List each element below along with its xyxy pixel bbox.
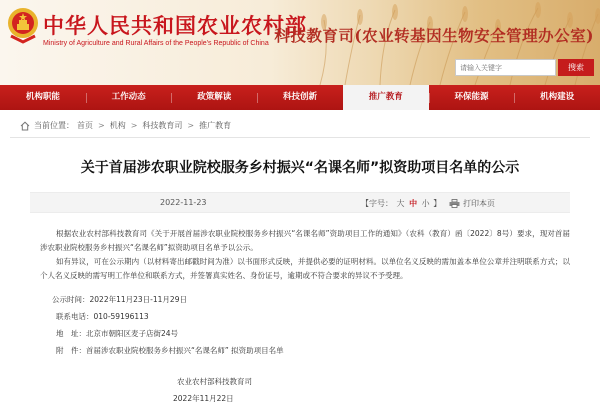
national-emblem-icon <box>7 6 39 44</box>
notice-period <box>52 294 187 305</box>
printer-icon <box>449 199 460 208</box>
font-size-large[interactable]: 大 <box>396 199 405 208</box>
breadcrumb-department[interactable]: 科技教育司 <box>142 121 183 130</box>
address-value: 北京市朝阳区麦子店街24号 <box>86 329 179 338</box>
ministry-name-cn: 中华人民共和国农业农村部 <box>43 13 307 38</box>
notice-period-label: 公示时间： <box>52 295 90 304</box>
signature-org: 农业农村部科技教育司 <box>177 377 252 386</box>
site-header <box>0 0 600 85</box>
attachment <box>56 345 284 356</box>
breadcrumb-home[interactable]: 首页 <box>77 121 93 130</box>
home-icon <box>20 121 30 131</box>
breadcrumb-prefix: 当前位置： <box>34 121 74 130</box>
font-size-close: 】 <box>433 199 442 208</box>
address <box>56 328 178 339</box>
notice-period-value: 2022年11月23日-11月29日 <box>89 295 187 304</box>
publish-date: 2022-11-23 <box>160 198 207 207</box>
article-paragraph: 根据农业农村部科技教育司《关于开展首届涉农职业院校服务乡村振兴“名课名师”资助项目工作的通知》（农科（教育）函〔2022〕8号）要求，现对首届涉农职业院校服务乡村振兴“名课名师”拟资助项目名单予以公示。 <box>40 229 570 252</box>
article-paragraph: 如有异议，可在公示期内（以材料寄出邮戳时间为准）以书面形式反映，并提供必要的证明材料。以单位名义反映的需加盖本单位公章并注明联系方式；以个人名义反映的需写明工作单位和联系方式，并签署真实姓名、身份证号，逾期或不符合要求的异议不予受理。 <box>40 257 570 280</box>
font-size-label: 【字号： <box>361 199 393 208</box>
contact-phone-label: 联系电话： <box>56 312 94 321</box>
nav-item-institution-building[interactable]: 机构建设 <box>514 85 600 110</box>
signature-date: 2022年11月22日 <box>173 394 234 403</box>
article-title: 关于首届涉农职业院校服务乡村振兴“名课名师”拟资助项目名单的公示 <box>80 160 520 176</box>
attachment-link[interactable]: 首届涉农职业院校服务乡村振兴“名课名师” 拟资助项目名单 <box>86 346 284 355</box>
breadcrumb <box>20 120 231 131</box>
search-input[interactable] <box>455 59 556 76</box>
nav-item-environment-energy[interactable]: 环保能源 <box>429 85 515 110</box>
breadcrumb-institution[interactable]: 机构 <box>109 121 126 130</box>
breadcrumb-separator: > <box>98 121 105 130</box>
main-nav <box>0 85 600 110</box>
breadcrumb-current[interactable]: 推广教育 <box>199 121 232 130</box>
article-body <box>40 227 570 283</box>
article-meta-bar <box>30 192 570 213</box>
print-label: 打印本页 <box>463 199 495 208</box>
font-size-control <box>361 198 441 209</box>
attachment-label: 附 件： <box>56 346 86 355</box>
breadcrumb-separator: > <box>130 121 138 130</box>
nav-item-institution-functions[interactable]: 机构职能 <box>25 92 60 102</box>
department-name: 科技教育司(农业转基因生物安全管理办公室) <box>274 26 594 45</box>
nav-item-policy-interpretation[interactable]: 政策解读 <box>171 85 257 110</box>
breadcrumb-separator: > <box>187 121 195 130</box>
font-size-small[interactable]: 小 <box>421 199 430 208</box>
search-button[interactable]: 搜索 <box>558 59 594 76</box>
ministry-name-en: Ministry of Agriculture and Rural Affairs of the People's Republic of China <box>43 40 269 47</box>
nav-item-work-news[interactable]: 工作动态 <box>86 85 172 110</box>
font-size-medium[interactable]: 中 <box>409 199 418 208</box>
contact-phone-value: 010-59196113 <box>93 312 149 321</box>
divider <box>10 137 590 138</box>
address-label: 地 址： <box>56 329 86 338</box>
nav-item-tech-innovation[interactable]: 科技创新 <box>257 85 343 110</box>
nav-item-extension-education[interactable]: 推广教育 <box>343 85 429 110</box>
print-page-link[interactable] <box>449 198 495 209</box>
contact-phone <box>56 311 149 322</box>
